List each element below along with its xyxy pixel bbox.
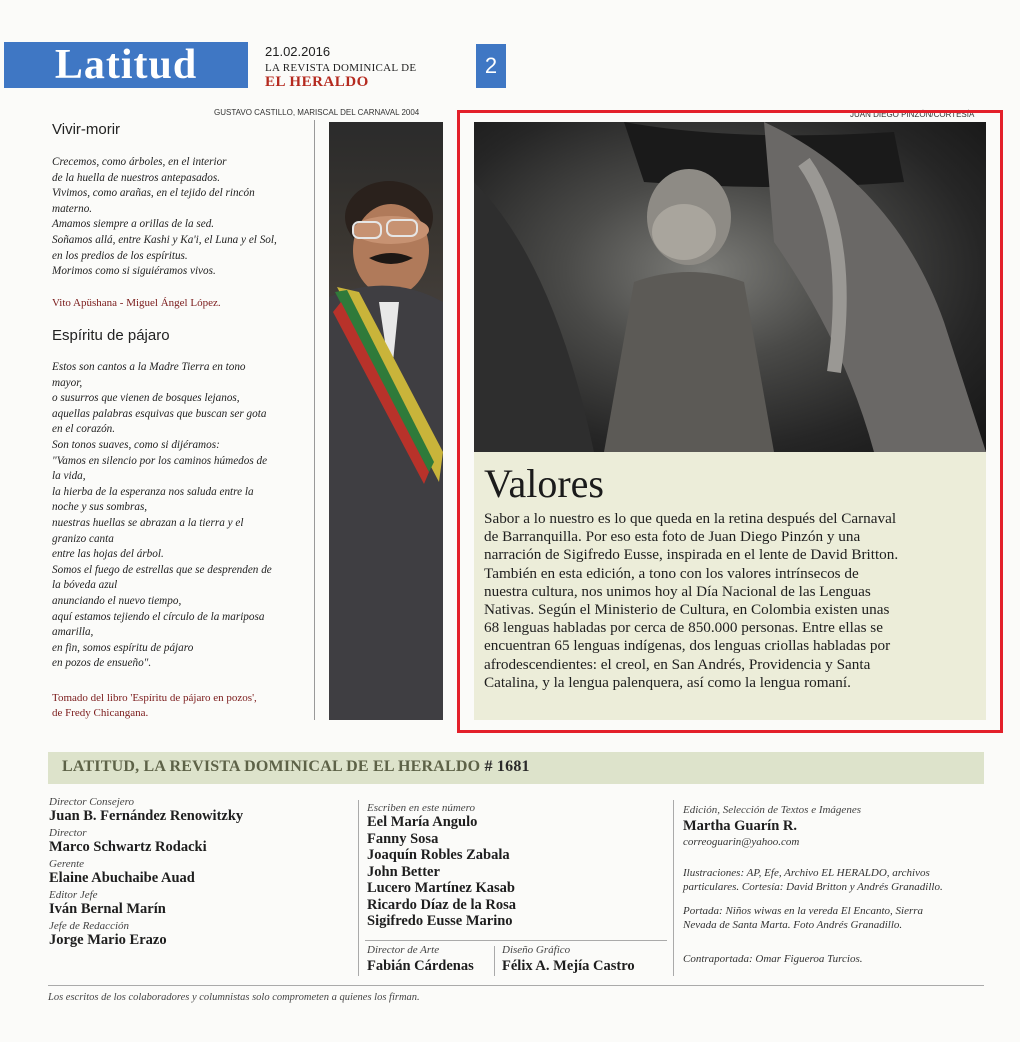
edition-name: Martha Guarín R. xyxy=(683,818,797,834)
poem2-source xyxy=(52,691,257,721)
writer-name: Ricardo Díaz de la Rosa xyxy=(367,896,517,913)
writer-name: Sigifredo Eusse Marino xyxy=(367,913,513,929)
poem-line: Soñamos allá, entre Kashi y Ka'i, el Luna y el Sol, xyxy=(52,233,277,246)
poem2-text xyxy=(52,360,272,672)
masthead-logo-block xyxy=(4,42,248,88)
poem-line: aquí estamos tejiendo el círculo de la mariposa xyxy=(52,610,265,623)
poem-line: en fin, somos espíritu de pájaro xyxy=(52,641,194,654)
graphic-design-role: Diseño Gráfico xyxy=(502,944,571,956)
poem-line: "Vamos en silencio por los caminos húmedos de xyxy=(52,454,268,467)
staff-role: Gerente xyxy=(49,858,85,870)
poem-line: de la huella de nuestros antepasados. xyxy=(52,171,221,184)
staff-band-title xyxy=(62,758,530,776)
feature-line: Sabor a lo nuestro es lo que queda en la retina después del Carnaval xyxy=(484,510,897,527)
illustrations-line: Ilustraciones: AP, Efe, Archivo EL HERALDO, archivos xyxy=(683,867,930,879)
staff-name: Jorge Mario Erazo xyxy=(49,932,167,948)
feature-line: Catalina, y la lengua palenquera, así como la lengua romaní. xyxy=(484,673,851,691)
poem2-source-line: Tomado del libro 'Espíritu de pájaro en pozos', xyxy=(52,692,257,704)
feature-line: Nativas. Según el Ministerio de Cultura, en Colombia existen unas xyxy=(484,601,890,619)
mariscal-photo xyxy=(329,122,443,720)
feature-line: afrodescendientes: el creol, en San Andrés, Providencia y Santa xyxy=(484,655,871,673)
poem2-source-line: de Fredy Chicangana. xyxy=(52,707,149,719)
staff-role: Editor Jefe xyxy=(49,889,98,901)
staff-col1 xyxy=(49,796,243,949)
writers-list xyxy=(367,814,516,930)
staff-name: Marco Schwartz Rodacki xyxy=(49,839,207,855)
mariscal-photo-illustration xyxy=(329,122,443,720)
poem-line: Vivimos, como arañas, en el tejido del rincón xyxy=(52,187,255,200)
photo-credit-right: JUAN DIEGO PINZÓN/CORTESÍA xyxy=(850,110,975,119)
column-divider xyxy=(314,120,315,720)
feature-line: encuentran 65 lenguas indígenas, dos lenguas criollas habladas por xyxy=(484,637,891,655)
poem-line: granizo canta xyxy=(52,532,114,545)
poem-line: Morimos como si siguiéramos vivos. xyxy=(52,265,216,278)
poem-line: Somos el fuego de estrellas que se desprenden de xyxy=(52,563,272,576)
page-number: 2 xyxy=(476,44,506,88)
poem1-text xyxy=(52,155,277,280)
poem-line: la vida, xyxy=(52,470,86,483)
writer-name: Joaquín Robles Zabala xyxy=(367,847,510,863)
disclaimer: Los escritos de los colaboradores y columnistas solo comprometen a quienes los firman. xyxy=(48,992,420,1003)
poem-line: en el corazón. xyxy=(52,423,116,436)
poem-line: materno. xyxy=(52,202,93,215)
writer-name: Lucero Martínez Kasab xyxy=(367,880,515,896)
magazine-title: LA REVISTA DOMINICAL DE xyxy=(265,62,417,74)
feature-title: Valores xyxy=(484,461,604,506)
back-cover-credit: Contraportada: Omar Figueroa Turcios. xyxy=(683,953,863,965)
edition-email: correoguarin@yahoo.com xyxy=(683,836,800,848)
cover-line: Portada: Niños wiwas en la vereda El Encanto, Sierra xyxy=(683,905,924,917)
feature-line: nuestra cultura, nos unimos hoy al Día Nacional de las Lenguas xyxy=(484,582,871,600)
writers-divider xyxy=(365,940,667,941)
latitud-logo: Latitud xyxy=(54,42,198,88)
paper-name: EL HERALDO xyxy=(265,74,369,90)
writers-label: Escriben en este número xyxy=(367,802,476,814)
poem-line: mayor, xyxy=(52,376,83,389)
feature-body xyxy=(484,510,980,692)
photo-credit-left: GUSTAVO CASTILLO, MARISCAL DEL CARNAVAL 2004 xyxy=(214,108,420,117)
art-director-name: Fabián Cárdenas xyxy=(367,958,474,974)
poem-line: la bóveda azul xyxy=(52,579,118,592)
staff-name: Elaine Abuchaibe Auad xyxy=(49,870,195,886)
poem-line: Son tonos suaves, como si dijéramos: xyxy=(52,438,220,451)
staff-divider-2 xyxy=(673,800,674,976)
poem1-title: Vivir-morir xyxy=(52,121,121,138)
poem-line: o susurros que vienen de bosques lejanos, xyxy=(52,392,240,405)
staff-role: Jefe de Redacción xyxy=(49,920,130,932)
feature-photo-illustration xyxy=(474,122,986,452)
footer-rule xyxy=(48,985,984,986)
poem1-author: Vito Apüshana - Miguel Ángel López. xyxy=(52,297,221,309)
poem2-title: Espíritu de pájaro xyxy=(52,327,170,344)
poem-line: en los predios de los espíritus. xyxy=(52,249,188,262)
issue-number: # 1681 xyxy=(484,758,530,775)
poem-line: anunciando el nuevo tiempo, xyxy=(52,594,182,607)
art-director-role: Director de Arte xyxy=(367,944,440,956)
feature-line: de Barranquilla. Por eso esta foto de Juan Diego Pinzón y una xyxy=(484,528,861,546)
staff-name: Juan B. Fernández Renowitzky xyxy=(49,808,244,824)
cover-line: Nevada de Santa Marta. Foto Andrés Granadillo. xyxy=(683,919,903,931)
poem-line: Amamos siempre a orillas de la sed. xyxy=(52,218,215,231)
feature-line: También en esta edición, a tono con los valores intrínsecos de xyxy=(484,564,859,582)
cover-credit xyxy=(683,904,923,932)
feature-line: narración de Sigifredo Eusse, inspirada en el lente de David Britton. xyxy=(484,546,899,564)
staff-role: Director Consejero xyxy=(49,796,135,808)
poem-line: aquellas palabras esquivas que buscan ser gota xyxy=(52,407,267,420)
writer-name: John Better xyxy=(367,863,440,880)
staff-divider-1 xyxy=(358,800,359,976)
poem-line: en pozos de ensueño". xyxy=(52,657,152,670)
illustrations-credit xyxy=(683,866,943,894)
issue-date: 21.02.2016 xyxy=(265,44,331,59)
poem-line: Estos son cantos a la Madre Tierra en tono xyxy=(52,361,246,373)
staff-name: Iván Bernal Marín xyxy=(49,901,166,917)
edition-role: Edición, Selección de Textos e Imágenes xyxy=(683,804,861,816)
poem-line: la hierba de la esperanza nos saluda entre la xyxy=(52,485,254,498)
graphic-design-name: Félix A. Mejía Castro xyxy=(502,958,635,974)
poem-line: noche y sus sombras, xyxy=(52,501,148,514)
feature-line: 68 lenguas habladas por cerca de 850.000 personas. Entre ellas se xyxy=(484,619,883,637)
art-divider xyxy=(494,946,495,976)
band-title-text: LATITUD, LA REVISTA DOMINICAL DE EL HERALDO xyxy=(62,758,481,775)
illustrations-line: particulares. Cortesía: David Britton y Andrés Granadillo. xyxy=(683,881,943,893)
feature-photo xyxy=(474,122,986,452)
writer-name: Eel María Angulo xyxy=(367,814,478,830)
writer-name: Fanny Sosa xyxy=(367,830,439,847)
poem-line: amarilla, xyxy=(52,626,94,639)
staff-role: Director xyxy=(49,827,87,839)
poem-line: entre las hojas del árbol. xyxy=(52,548,164,561)
poem-line: Crecemos, como árboles, en el interior xyxy=(52,156,227,168)
poem-line: nuestras huellas se abrazan a la tierra y el xyxy=(52,516,244,529)
